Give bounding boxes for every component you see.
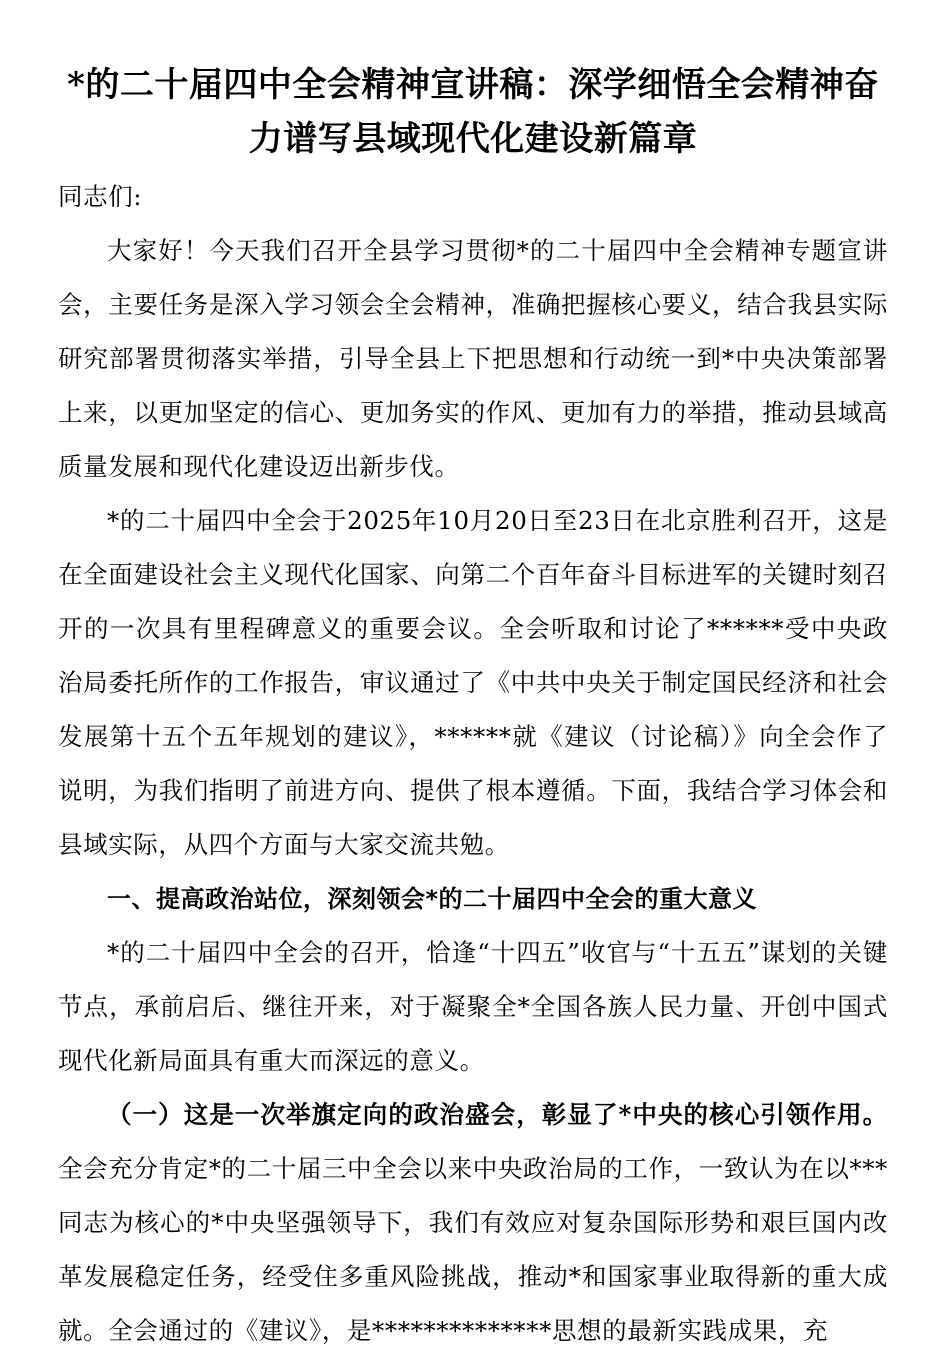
salutation: 同志们: bbox=[58, 182, 143, 211]
title-line-1: *的二十届四中全会精神宣讲稿：深学细悟全会精神奋 bbox=[67, 65, 879, 105]
subsection-heading-1: （一）这是一次举旗定向的政治盛会，彰显了*中央的核心引领作用。 bbox=[107, 1100, 888, 1129]
section-heading-1: 一、提高政治站位，深刻领会*的二十届四中全会的重大意义 bbox=[107, 885, 758, 913]
title-line-2: 力谱写县域现代化建设新篇章 bbox=[248, 119, 698, 159]
subsection-text-1: 全会充分肯定*的二十届三中全会以来中央政治局的工作，一致认为在以***同志为核心的*中央坚强领导下，我们有效应对复杂国际形势和艰巨国内改革发展稳定任务，经受住多重风险挑战，推动*和国家事业取得新的重大成就。全会通过的《建议》，是**************思想的最新实践成果，充 bbox=[58, 1154, 888, 1345]
document-page bbox=[58, 58, 888, 1358]
document-title bbox=[58, 58, 888, 166]
subsection-paragraph-1 bbox=[58, 1088, 888, 1358]
paragraph-plenum-overview: *的二十届四中全会于2025年10月20日至23日在北京胜利召开，这是在全面建设社会主义现代化国家、向第二个百年奋斗目标进军的关键时刻召开的一次具有里程碑意义的重要会议。全会听取和讨论了******受中央政治局委托所作的工作报告，审议通过了《中共中央关于制定国民经济和社会发展第十五个五年规划的建议》，******就《建议（讨论稿）》向全会作了说明，为我们指明了前进方向、提供了根本遵循。下面，我结合学习体会和县域实际，从四个方面与大家交流共勉。 bbox=[58, 506, 888, 859]
paragraph-opening: 大家好！今天我们召开全县学习贯彻*的二十届四中全会精神专题宣讲会，主要任务是深入学习领会全会精神，准确把握核心要义，结合我县实际研究部署贯彻落实举措，引导全县上下把思想和行动统一到*中央决策部署上来，以更加坚定的信心、更加务实的作风、更加有力的举措，推动县域高质量发展和现代化建设迈出新步伐。 bbox=[58, 236, 888, 481]
paragraph-significance: *的二十届四中全会的召开，恰逢“十四五”收官与“十五五”谋划的关键节点，承前启后、继往开来，对于凝聚全*全国各族人民力量、开创中国式现代化新局面具有重大而深远的意义。 bbox=[58, 938, 888, 1075]
